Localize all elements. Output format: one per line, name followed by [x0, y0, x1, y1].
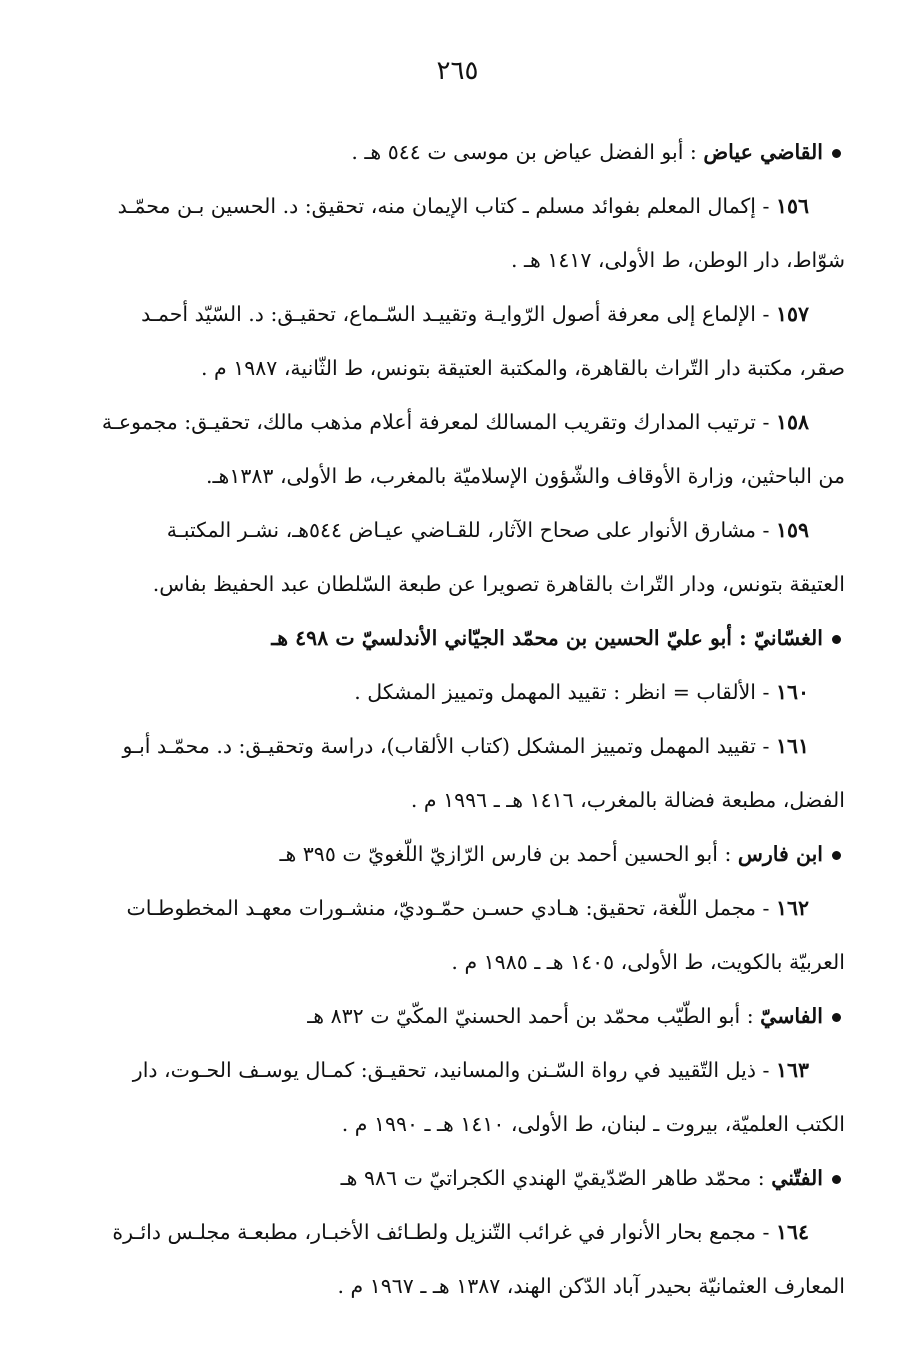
bibliography-entry — [70, 1043, 845, 1151]
entry-number: ١٥٦ — [775, 194, 809, 218]
entry-text: - الألقاب = انظر : تقييد المهمل وتمييز المشكل . — [354, 680, 770, 704]
entry-number: ١٥٧ — [775, 302, 809, 326]
bibliography-entry — [70, 1205, 845, 1313]
author-details: : أبو الفضل عياض بن موسى ت ٥٤٤ هـ . — [351, 140, 704, 164]
entry-text: العتيقة بتونس، ودار التّراث بالقاهرة تصويرا عن طبعة السّلطان عبد الحفيظ بفاس. — [152, 572, 845, 596]
entry-line — [70, 935, 845, 989]
entry-number: ١٦٣ — [775, 1058, 809, 1082]
entry-number: ١٦٤ — [775, 1220, 809, 1244]
entry-text: الكتب العلميّة، بيروت ـ لبنان، ط الأولى، ١٤١٠ هـ ـ ١٩٩٠ م . — [341, 1112, 845, 1136]
bullet-icon — [832, 1013, 841, 1022]
entry-line — [70, 1043, 845, 1097]
author-heading — [70, 611, 845, 665]
author-details: : أبو عليّ الحسين بن محمّد الجيّاني الأندلسيّ ت ٤٩٨ هـ — [271, 626, 754, 650]
entry-line — [70, 881, 845, 935]
bullet-icon — [832, 149, 841, 158]
entry-number: ١٦٠ — [775, 680, 809, 704]
author-heading — [70, 989, 845, 1043]
entry-line — [70, 449, 845, 503]
author-heading — [70, 827, 845, 881]
author-name: الفتّني — [771, 1166, 823, 1190]
entry-text: صقر، مكتبة دار التّراث بالقاهرة، والمكتبة العتيقة بتونس، ط الثّانية، ١٩٨٧ م . — [201, 356, 845, 380]
entry-line — [70, 179, 845, 233]
entry-text: - ترتيب المدارك وتقريب المسالك لمعرفة أعلام مذهب مالك، تحقيـق: مجموعـة — [101, 410, 770, 434]
entry-line — [70, 503, 845, 557]
entry-line — [70, 1259, 845, 1313]
entry-line — [70, 341, 845, 395]
bullet-icon — [832, 635, 841, 644]
entry-line — [70, 1205, 845, 1259]
entry-text: شوّاط، دار الوطن، ط الأولى، ١٤١٧ هـ . — [510, 248, 845, 272]
entry-text: - مجمع بحار الأنوار في غرائب التّنزيل ولطـائف الأخبـار، مطبعـة مجلـس دائـرة — [112, 1220, 770, 1244]
author-name: الغسّانيّ — [753, 626, 823, 650]
entry-text: المعارف العثمانيّة بحيدر آباد الدّكن الهند، ١٣٨٧ هـ ـ ١٩٦٧ م . — [337, 1274, 845, 1298]
entry-text: من الباحثين، وزارة الأوقاف والشّؤون الإسلاميّة بالمغرب، ط الأولى، ١٣٨٣هـ. — [206, 464, 845, 488]
author-name: القاضي عياض — [703, 140, 823, 164]
entry-text: - تقييد المهمل وتمييز المشكل (كتاب الألقاب)، دراسة وتحقيـق: د. محمّـد أبـو — [122, 734, 770, 758]
entry-line — [70, 773, 845, 827]
entry-number: ١٥٨ — [775, 410, 809, 434]
bullet-icon — [832, 851, 841, 860]
entry-number: ١٦٢ — [775, 896, 809, 920]
entry-line — [70, 233, 845, 287]
author-details: : أبو الحسين أحمد بن فارس الرّازيّ اللّغويّ ت ٣٩٥ هـ — [279, 842, 738, 866]
author-name: الفاسيّ — [760, 1004, 823, 1028]
bibliography-entry — [70, 287, 845, 395]
bibliography-content — [70, 125, 845, 1313]
entry-text: - ذيل التّقييد في رواة السّـنن والمسانيد، تحقيـق: كمـال يوسـف الحـوت، دار — [132, 1058, 770, 1082]
entry-line — [70, 557, 845, 611]
entry-line — [70, 1097, 845, 1151]
author-details: : أبو الطّيّب محمّد بن أحمد الحسنيّ المكّيّ ت ٨٣٢ هـ — [307, 1004, 761, 1028]
entry-number: ١٦١ — [775, 734, 809, 758]
entry-text: - إكمال المعلم بفوائد مسلم ـ كتاب الإيمان منه، تحقيق: د. الحسين بـن محمّـد — [117, 194, 770, 218]
entry-number: ١٥٩ — [775, 518, 809, 542]
bibliography-entry — [70, 179, 845, 287]
entry-line — [70, 287, 845, 341]
bibliography-entry — [70, 665, 845, 719]
bibliography-entry — [70, 881, 845, 989]
entry-text: العربيّة بالكويت، ط الأولى، ١٤٠٥ هـ ـ ١٩٨٥ م . — [451, 950, 845, 974]
entry-line — [70, 719, 845, 773]
bibliography-entry — [70, 503, 845, 611]
author-heading — [70, 125, 845, 179]
page-number: ٢٦٥ — [436, 56, 479, 86]
entry-text: - الإلماع إلى معرفة أصول الرّوايـة وتقييـد السّـماع، تحقيـق: د. السّيّد أحمـد — [141, 302, 770, 326]
entry-text: - مشارق الأنوار على صحاح الآثار، للقـاضي عيـاض ٥٤٤هـ، نشـر المكتبـة — [166, 518, 770, 542]
author-details: : محمّد طاهر الصّدّيقيّ الهندي الكجراتيّ ت ٩٨٦ هـ — [340, 1166, 772, 1190]
entry-text: الفضل، مطبعة فضالة بالمغرب، ١٤١٦ هـ ـ ١٩٩٦ م . — [410, 788, 845, 812]
author-heading — [70, 1151, 845, 1205]
entry-text: - مجمل اللّغة، تحقيق: هـادي حسـن حمّـوديّ، منشـورات معهـد المخطوطـات — [126, 896, 770, 920]
bullet-icon — [832, 1175, 841, 1184]
entry-line — [70, 665, 845, 719]
entry-line — [70, 395, 845, 449]
bibliography-entry — [70, 719, 845, 827]
bibliography-entry — [70, 395, 845, 503]
author-name: ابن فارس — [737, 842, 823, 866]
